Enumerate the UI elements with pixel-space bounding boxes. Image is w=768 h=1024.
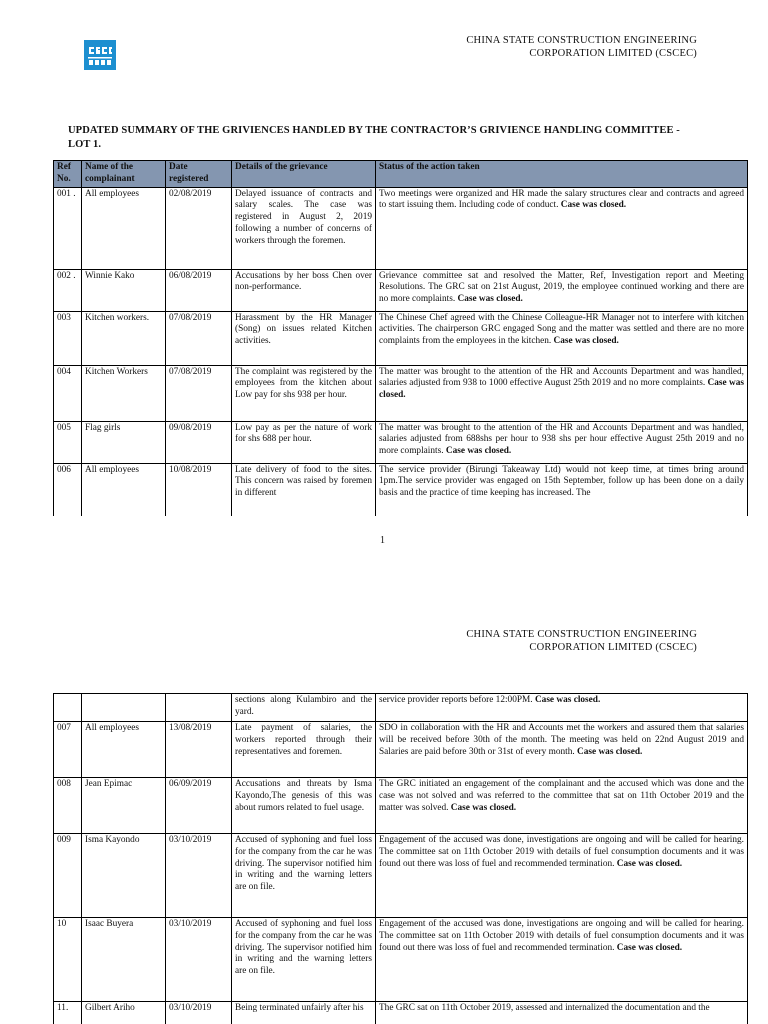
title-line2: LOT 1. bbox=[68, 139, 102, 150]
cell-ref: 002 . bbox=[54, 269, 82, 311]
company-name-line2: CORPORATION LIMITED (CSCEC) bbox=[529, 48, 697, 59]
cell-name: All employees bbox=[82, 722, 166, 778]
cell-date: 07/08/2019 bbox=[166, 311, 232, 365]
cell-details: Accused of syphoning and fuel loss for the company from the car he was driving. The supervisor notified him in writing and the warning letters are on file. bbox=[232, 918, 376, 1002]
header-details: Details of the grievance bbox=[232, 161, 376, 188]
cell-name: Isaac Buyera bbox=[82, 918, 166, 1002]
table-row bbox=[54, 269, 748, 311]
cell-ref: 007 bbox=[54, 722, 82, 778]
table-row bbox=[54, 421, 748, 463]
grievance-table-page2 bbox=[53, 693, 748, 1024]
grievance-table-page2-container bbox=[0, 693, 768, 1024]
cell-status: Two meetings were organized and HR made the salary structures clear and contracts and agreed to start issuing them. Including code of conduct. Case was closed. bbox=[376, 187, 748, 269]
grievance-table-page1-container bbox=[0, 160, 768, 516]
cell-date: 10/08/2019 bbox=[166, 463, 232, 516]
cell-details: Low pay as per the nature of work for shs 688 per hour. bbox=[232, 421, 376, 463]
cell-status: The Chinese Chef agreed with the Chinese Colleague-HR Manager not to interfere with kitchen activities. The chairperson GRC engaged Song and the matter was settled and there are no more complaints from the employees in the kitchen. Case was closed. bbox=[376, 311, 748, 365]
table-row bbox=[54, 778, 748, 834]
cell-ref: 006 bbox=[54, 463, 82, 516]
cell-name: Gilbert Ariho bbox=[82, 1002, 166, 1024]
cell-details: Delayed issuance of contracts and salary scales. The case was registered in August 2, 2019 following a number of concerns of workers through the foremen. bbox=[232, 187, 376, 269]
cell-name: All employees bbox=[82, 463, 166, 516]
cell-date: 06/08/2019 bbox=[166, 269, 232, 311]
cell-ref: 008 bbox=[54, 778, 82, 834]
cell-status: service provider reports before 12:00PM. Case was closed. bbox=[376, 694, 748, 722]
document-title bbox=[68, 124, 708, 152]
table-row bbox=[54, 694, 748, 722]
table-row bbox=[54, 311, 748, 365]
page-number: 1 bbox=[380, 535, 385, 546]
company-name-line2: CORPORATION LIMITED (CSCEC) bbox=[529, 642, 697, 653]
cell-details: sections along Kulambiro and the yard. bbox=[232, 694, 376, 722]
cell-date: 03/10/2019 bbox=[166, 1002, 232, 1024]
cell-date: 02/08/2019 bbox=[166, 187, 232, 269]
cell-ref: 10 bbox=[54, 918, 82, 1002]
page-header-2 bbox=[420, 628, 697, 654]
cell-status: The GRC initiated an engagement of the complainant and the accused which was done and the case was not solved and was referred to the committee that sat on 11th October 2019 and the matter was solved. Case was closed. bbox=[376, 778, 748, 834]
cell-details: Late payment of salaries, the workers reported through their representatives and foremen. bbox=[232, 722, 376, 778]
cell-ref: 009 bbox=[54, 834, 82, 918]
cell-date: 07/08/2019 bbox=[166, 365, 232, 421]
cell-name: Kitchen Workers bbox=[82, 365, 166, 421]
title-line1: UPDATED SUMMARY OF THE GRIVIENCES HANDLED BY THE CONTRACTOR’S GRIVIENCE HANDLING COMMITTEE - bbox=[68, 125, 680, 136]
cell-ref bbox=[54, 694, 82, 722]
cell-details: Being terminated unfairly after his bbox=[232, 1002, 376, 1024]
table-row bbox=[54, 722, 748, 778]
table-row bbox=[54, 834, 748, 918]
page-header bbox=[420, 34, 697, 60]
cell-status: SDO in collaboration with the HR and Accounts met the workers and assured them that salaries will be received before 30th of the month. The meeting was held on 22nd August 2019 and Salaries are paid before 30th or 31st of every month. Case was closed. bbox=[376, 722, 748, 778]
cell-date: 09/08/2019 bbox=[166, 421, 232, 463]
cell-date: 13/08/2019 bbox=[166, 722, 232, 778]
table-row bbox=[54, 365, 748, 421]
cell-details: Accused of syphoning and fuel loss for the company from the car he was driving. The supervisor notified him in writing and the warning letters are on file. bbox=[232, 834, 376, 918]
cell-details: Harassment by the HR Manager (Song) on issues related Kitchen activities. bbox=[232, 311, 376, 365]
cell-name: Isma Kayondo bbox=[82, 834, 166, 918]
header-date: Date registered bbox=[166, 161, 232, 188]
table-row bbox=[54, 463, 748, 516]
cell-status: The service provider (Birungi Takeaway Ltd) would not keep time, at times bring around 1pm.The service provider was engaged on 15th September, follow up has been done on a daily basis and the practice of time keeping has increased. The bbox=[376, 463, 748, 516]
cell-date: 03/10/2019 bbox=[166, 834, 232, 918]
cell-date bbox=[166, 694, 232, 722]
cell-ref: 11. bbox=[54, 1002, 82, 1024]
cell-status: The GRC sat on 11th October 2019, assessed and internalized the documentation and the bbox=[376, 1002, 748, 1024]
cell-date: 03/10/2019 bbox=[166, 918, 232, 1002]
cell-ref: 004 bbox=[54, 365, 82, 421]
cscec-logo bbox=[84, 40, 116, 70]
header-status: Status of the action taken bbox=[376, 161, 748, 188]
company-name-line1: CHINA STATE CONSTRUCTION ENGINEERING bbox=[466, 35, 697, 46]
cell-name: Kitchen workers. bbox=[82, 311, 166, 365]
cell-details: Accusations by her boss Chen over non-performance. bbox=[232, 269, 376, 311]
cell-status: The matter was brought to the attention of the HR and Accounts Department and was handled, salaries adjusted from 938 to 1000 effective August 25th 2019 and no more complaints. Case was closed. bbox=[376, 365, 748, 421]
cell-status: Grievance committee sat and resolved the Matter, Ref, Investigation report and Meeting Resolutions. The GRC sat on 21st August, 2019, the employee continued working and there are no more complaints. Case was closed. bbox=[376, 269, 748, 311]
cell-name: All employees bbox=[82, 187, 166, 269]
cell-ref: 001 . bbox=[54, 187, 82, 269]
cell-status: Engagement of the accused was done, investigations are ongoing and will be called for hearing. The committee sat on 11th October 2019 with details of fuel consumption documents and it was found out there was loss of fuel and recommended termination. Case was closed. bbox=[376, 918, 748, 1002]
cell-ref: 003 bbox=[54, 311, 82, 365]
cell-name: Jean Epimac bbox=[82, 778, 166, 834]
cell-date: 06/09/2019 bbox=[166, 778, 232, 834]
cell-details: Accusations and threats by Isma Kayondo,The genesis of this was about rumors related to fuel usage. bbox=[232, 778, 376, 834]
cell-ref: 005 bbox=[54, 421, 82, 463]
cell-status: Engagement of the accused was done, investigations are ongoing and will be called for hearing. The committee sat on 11th October 2019 with details of fuel consumption documents and it was found out there was loss of fuel and recommended termination. Case was closed. bbox=[376, 834, 748, 918]
header-ref: Ref No. bbox=[54, 161, 82, 188]
cell-name: Flag girls bbox=[82, 421, 166, 463]
table-header-row bbox=[54, 161, 748, 188]
cell-name: Winnie Kako bbox=[82, 269, 166, 311]
cell-details: Late delivery of food to the sites. This concern was raised by foremen in different bbox=[232, 463, 376, 516]
table-row bbox=[54, 918, 748, 1002]
company-name-line1: CHINA STATE CONSTRUCTION ENGINEERING bbox=[466, 629, 697, 640]
header-name: Name of the complainant bbox=[82, 161, 166, 188]
cell-details: The complaint was registered by the employees from the kitchen about Low pay for shs 938 per hour. bbox=[232, 365, 376, 421]
table-row bbox=[54, 187, 748, 269]
cell-name bbox=[82, 694, 166, 722]
grievance-table-page1 bbox=[53, 160, 748, 516]
table-row bbox=[54, 1002, 748, 1024]
cell-status: The matter was brought to the attention of the HR and Accounts Department and was handled, salaries adjusted from 688shs per hour to 938 shs per hour effective August 25th 2019 and no more complaints. Case was closed. bbox=[376, 421, 748, 463]
